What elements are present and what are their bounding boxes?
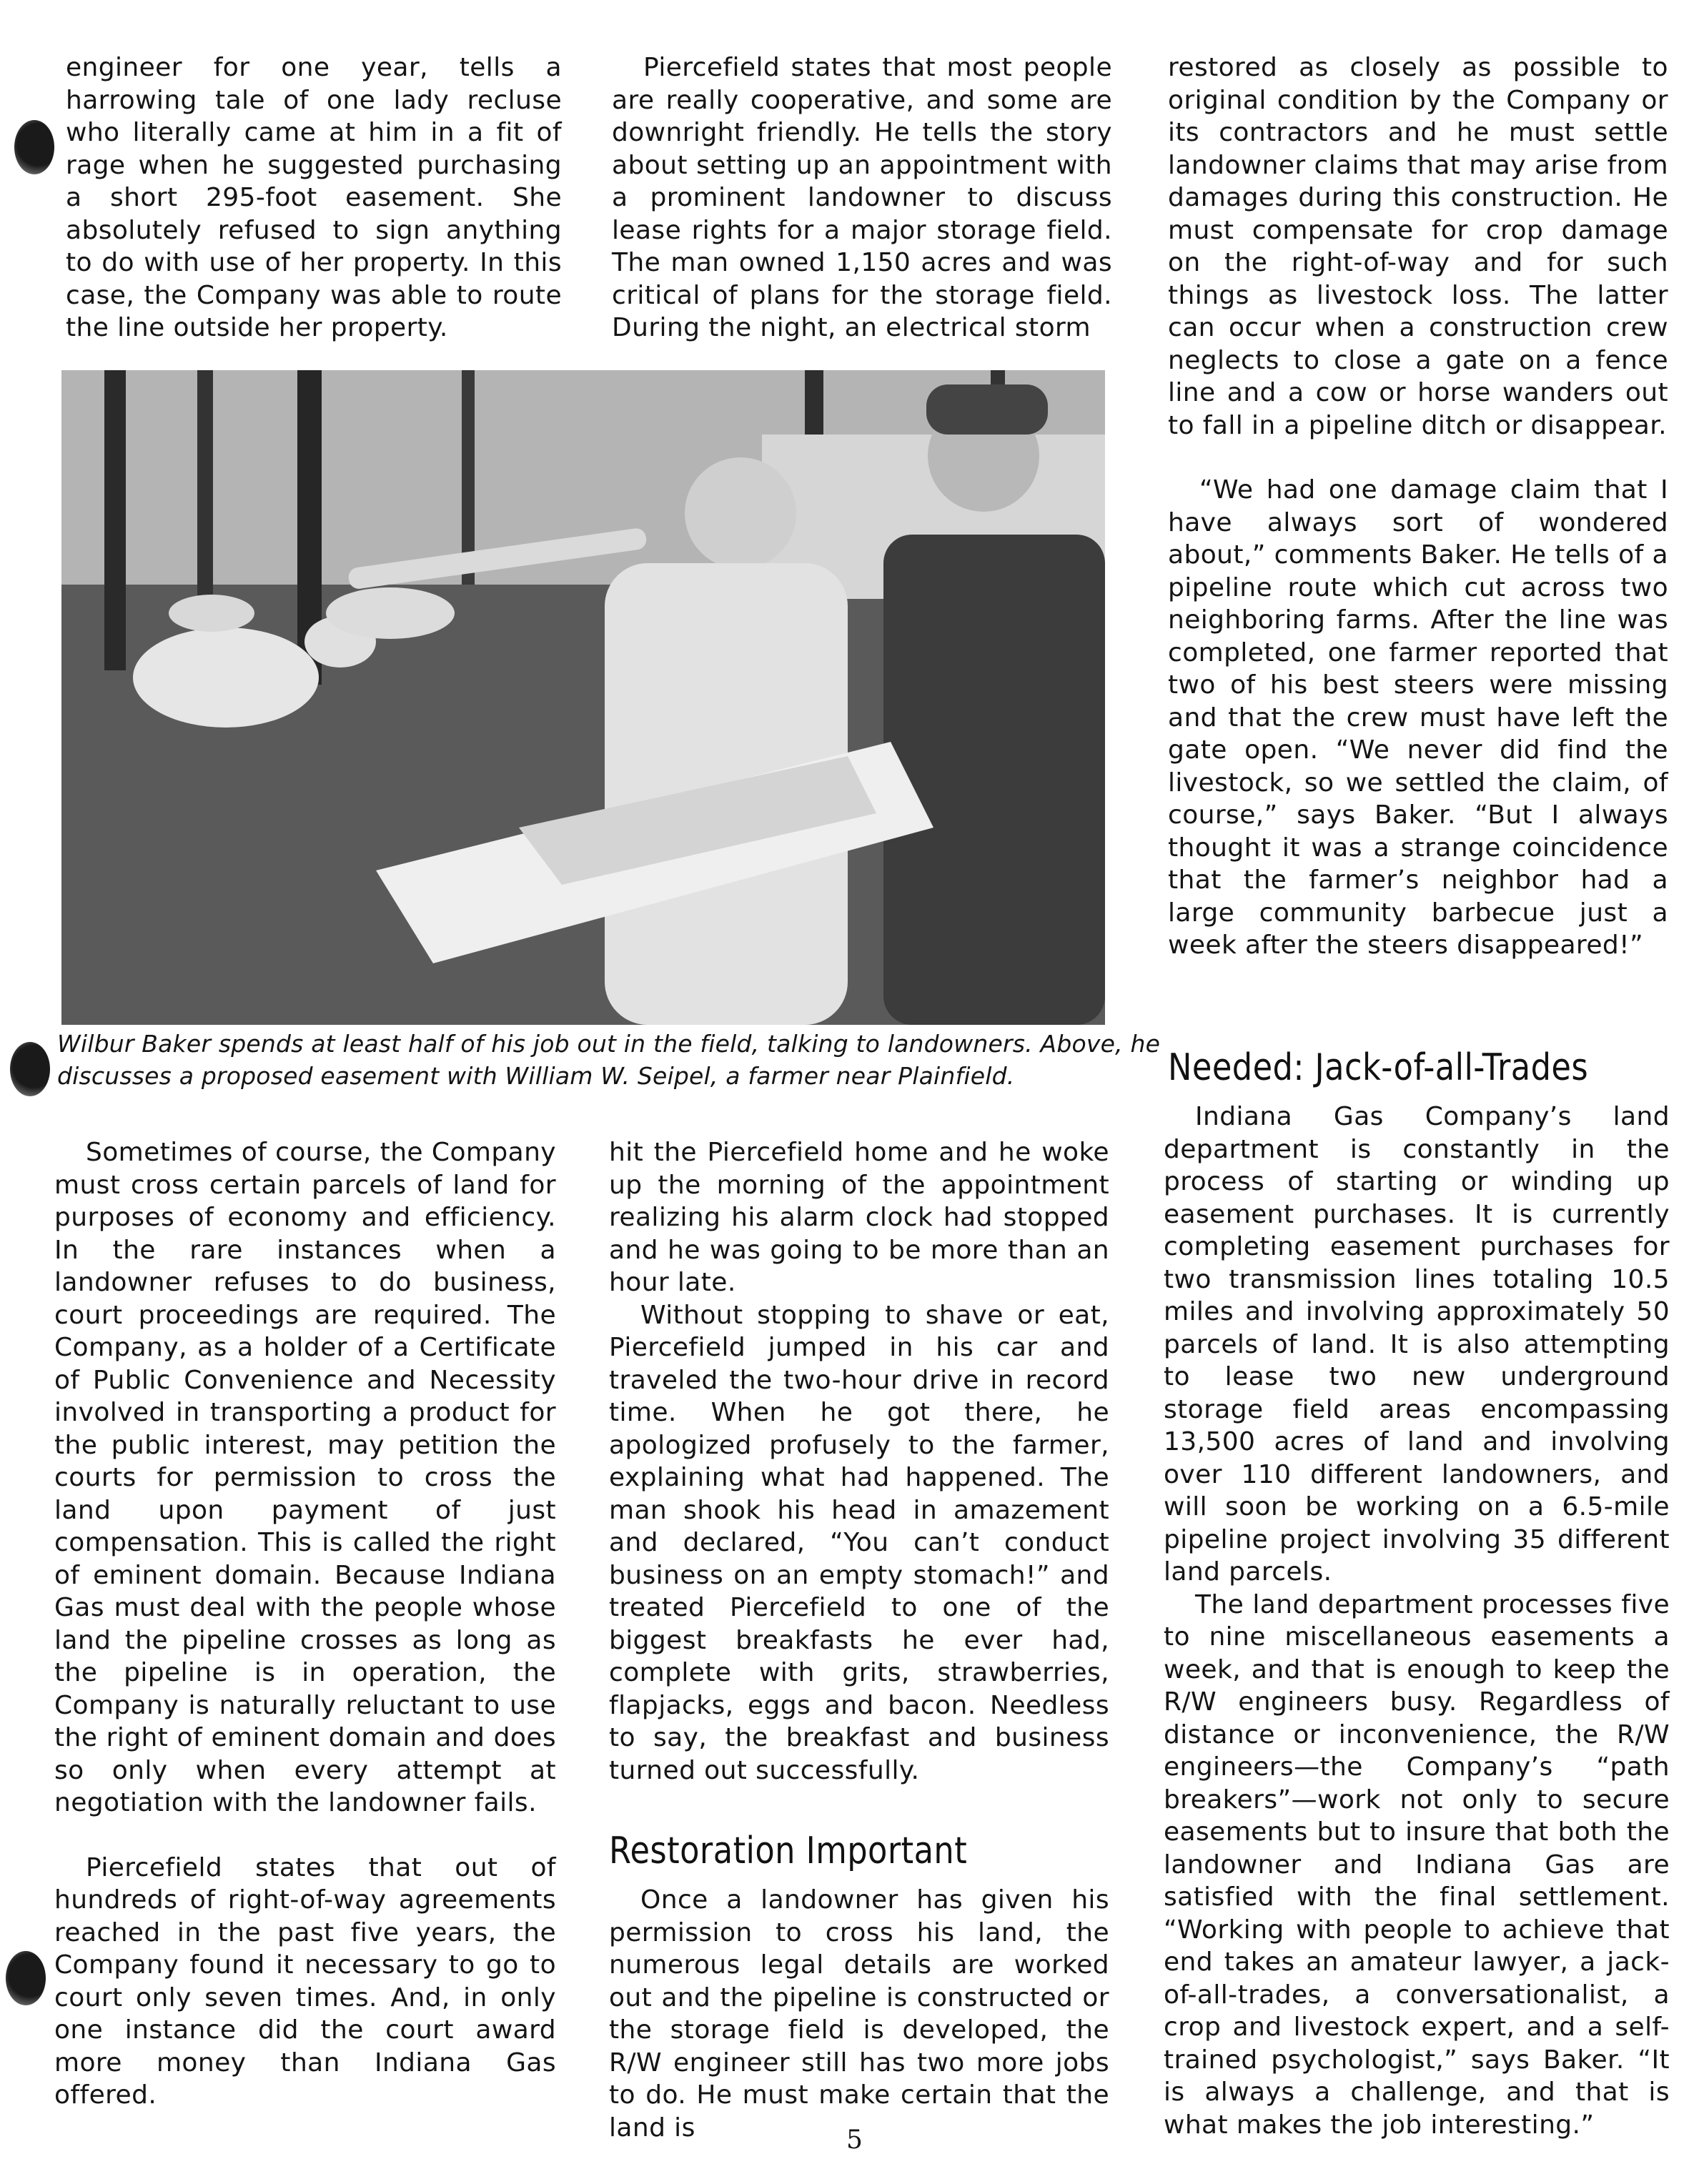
page-number: 5 bbox=[846, 2125, 863, 2155]
paragraph: engineer for one year, tells a harrowing tale of one lady recluse who literally came at him in a fit of rage when he suggested purchasing a short 295-foot easement. She absolutely refused to sign anything to do with use of her property. In this case, the Company was able to route the line outside her property. bbox=[66, 53, 562, 342]
paragraph: Indiana Gas Company’s land department is constantly in the process of starting or winding up easement purchases. It is currently completing easement purchases for two transmission lines totaling 10.5 miles and involving approximately 50 parcels of land. It is also attempting to lease two new underground storage field areas encompassing 13,500 acres of land and involving over 110 different landowners, and will soon be working on a 6.5-mile pipeline project involving 35 different land parcels. bbox=[1164, 1102, 1670, 1587]
paragraph: hit the Piercefield home and he woke up the morning of the appointment realizing his alarm clock had stopped and he was going to be more than an hour late. bbox=[609, 1138, 1109, 1297]
column-3 bbox=[1168, 51, 1668, 962]
paragraph: Once a landowner has given his permission to cross his land, the numerous legal details are worked out and the pipeline is constructed or the storage field is developed, the R/W engineer still has two more jobs to do. He must make certain that the land is bbox=[609, 1885, 1109, 2143]
hole-punch-mark bbox=[10, 1042, 50, 1096]
paragraph: “We had one damage claim that I have always sort of wondered about,” comments Baker. He tells of a pipeline route which cut across two neighboring farms. After the line was completed, one farmer reported that two of his best steers were missing and that the crew must have left the gate open. “We never did find the livestock, so we settled the claim, of course,” says Baker. “But I always thought it was a strange coincidence that the farmer’s neighbor had a large community barbecue just a week after the steers disappeared!” bbox=[1168, 475, 1668, 960]
section-heading: Restoration Important bbox=[609, 1830, 968, 1872]
photo-illustration bbox=[61, 370, 1105, 1025]
hole-punch-mark bbox=[14, 120, 54, 174]
column-2-bottom-continued bbox=[609, 1884, 1109, 2144]
paragraph: Piercefield states that out of hundreds of right-of-way agreements reached in the past five years, the Company found it necessary to go to court only seven times. And, in only one instance did the court award more money than Indiana Gas offered. bbox=[54, 1852, 556, 2110]
paragraph: Sometimes of course, the Company must cross certain parcels of land for purposes of economy and efficiency. In the rare instances when a landowner refuses to do business, court proceedings are required. The Company, as a holder of a Certificate of Public Convenience and Necessity involved in transporting a product for the public interest, may petition the courts for permission to cross the land upon payment of just compensation. This is called the right of eminent domain. Because Indiana Gas must deal with the people whose land the pipeline crosses as long as the pipeline is in operation, the Company is naturally reluctant to use the right of eminent domain and does so only when every attempt at negotiation with the landowner fails. bbox=[54, 1138, 556, 1817]
column-2-top bbox=[612, 51, 1112, 344]
paragraph: Without stopping to shave or eat, Piercefield jumped in his car and traveled the two-hour drive in record time. When he got there, he apologized profusely to the farmer, explaining what had happened. The man shook his head in amazement and declared, “You can’t conduct business on an empty stomach!” and treated Piercefield to one of the biggest breakfasts he ever had, complete with grits, strawberries, flapjacks, eggs and bacon. Needless to say, the breakfast and business turned out successfully. bbox=[609, 1300, 1109, 1785]
column-3-bottom bbox=[1164, 1101, 1670, 2141]
column-1-bottom bbox=[54, 1136, 556, 2112]
photo bbox=[61, 370, 1105, 1025]
paragraph: The land department processes five to nine miscellaneous easements a week, and that is enough to keep the R/W engineers busy. Regardless of distance or inconvenience, the R/W engineers—the Company’s “path breakers”—work not only to secure easements but to insure that both the landowner and Indiana Gas are satisfied with the final settlement. “Working with people to achieve that end takes an amateur lawyer, a jack-of-all-trades, a conversationalist, a crop and livestock expert, and a self-trained psychologist,” says Baker. “It is always a challenge, and that is what makes the job interesting.” bbox=[1164, 1589, 1670, 2140]
column-2-bottom bbox=[609, 1136, 1109, 1787]
photo-caption: Wilbur Baker spends at least half of his job out in the field, talking to landowners. Above, he discusses a proposed easement with William W. Seipel, a farmer near Plainfield. bbox=[57, 1030, 1161, 1090]
column-1-top bbox=[66, 51, 562, 344]
section-heading: Needed: Jack-of-all-Trades bbox=[1168, 1046, 1589, 1089]
hole-punch-mark bbox=[6, 1951, 46, 2005]
paragraph: restored as closely as possible to original condition by the Company or its contractors and he must settle landowner claims that may arise from damages during this construction. He must compensate for crop damage on the right-of-way and for such things as livestock loss. The latter can occur when a construction crew neglects to close a gate on a fence line and a cow or horse wanders out to fall in a pipeline ditch or disappear. bbox=[1168, 53, 1668, 440]
paragraph: Piercefield states that most people are really cooperative, and some are downright friendly. He tells the story about setting up an appointment with a prominent landowner to discuss lease rights for a major storage field. The man owned 1,150 acres and was critical of plans for the storage field. During the night, an electrical storm bbox=[612, 53, 1112, 342]
